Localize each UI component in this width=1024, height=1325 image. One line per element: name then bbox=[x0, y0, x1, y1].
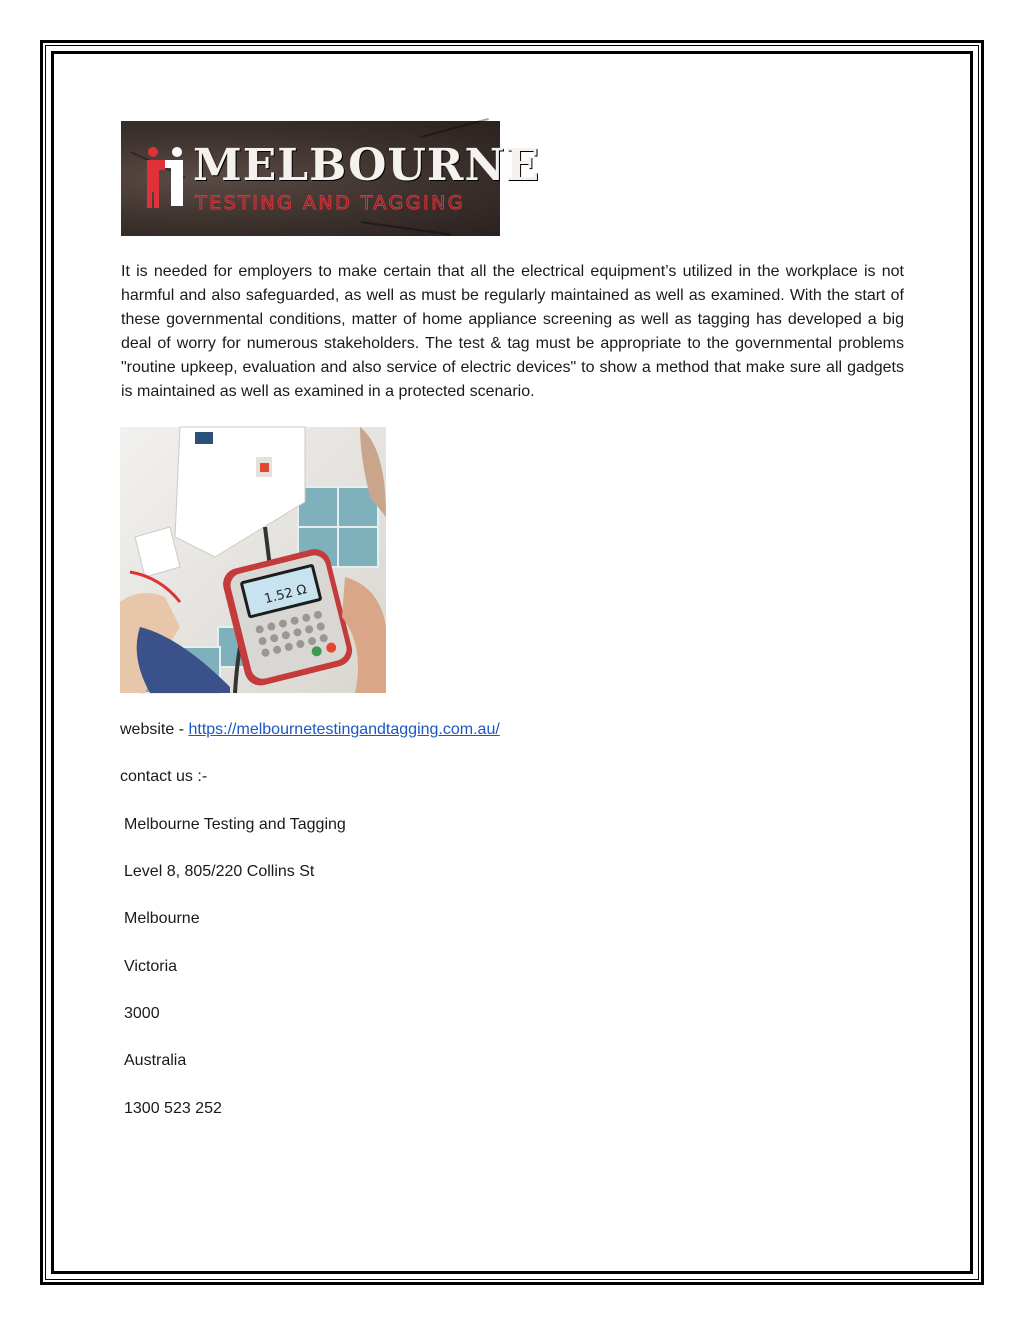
website-line bbox=[120, 719, 500, 741]
website-link[interactable]: https://melbournetestingandtagging.com.au/ bbox=[188, 721, 500, 738]
logo-subtitle: TESTING AND TAGGING bbox=[195, 192, 466, 214]
contact-company: Melbourne Testing and Tagging bbox=[124, 816, 346, 833]
company-logo bbox=[121, 121, 541, 236]
intro-paragraph: It is needed for employers to make certain that all the electrical equipment’s utilized in the workplace is not harmful and also safeguarded, as well as must be regularly maintained as well as examined. With the start of these governmental conditions, matter of home appliance screening as well as tagging has developed a big deal of worry for numerous stakeholders. The test & tag must be appropriate to the governmental problems "routine upkeep, evaluation and also service of electric devices" to show a method that make sure all gadgets is maintained as well as examined in a protected scenario. bbox=[121, 263, 904, 400]
contact-heading: contact us :- bbox=[120, 768, 208, 785]
logo-figure-icon bbox=[143, 146, 191, 210]
contact-state: Victoria bbox=[124, 958, 178, 975]
website-label: website - bbox=[120, 721, 189, 738]
svg-text:1.52 Ω: 1.52 Ω bbox=[262, 582, 309, 608]
photo-pat-tester-device-icon bbox=[120, 427, 386, 693]
contact-country: Australia bbox=[124, 1052, 187, 1069]
contact-city: Melbourne bbox=[124, 910, 200, 927]
contact-postcode: 3000 bbox=[124, 1005, 160, 1022]
pat-tester-photo bbox=[120, 427, 386, 693]
logo-title: MELBOURNE bbox=[193, 140, 541, 191]
contact-phone: 1300 523 252 bbox=[124, 1100, 222, 1117]
contact-street: Level 8, 805/220 Collins St bbox=[124, 863, 315, 880]
